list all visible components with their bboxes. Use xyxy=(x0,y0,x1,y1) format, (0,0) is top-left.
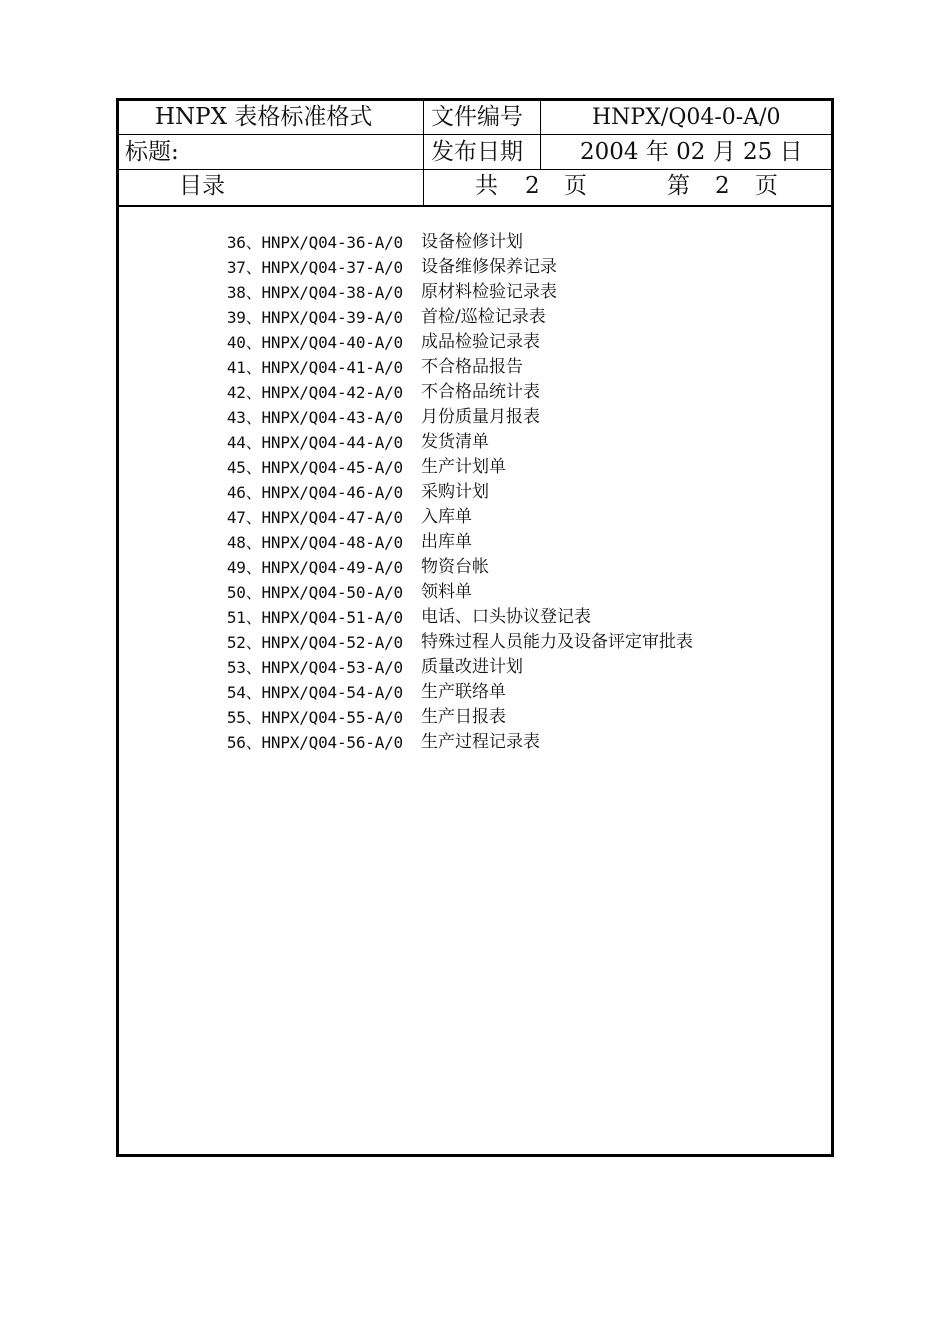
toc-entry-code: 53、HNPX/Q04-53-A/0 xyxy=(226,658,403,677)
total-pages-label: 共 xyxy=(475,173,498,199)
toc-entry-code: 45、HNPX/Q04-45-A/0 xyxy=(226,458,403,477)
current-page-label: 第 xyxy=(667,173,690,199)
header-divider-1 xyxy=(119,134,831,135)
form-title: HNPX 表格标准格式 xyxy=(155,104,373,130)
toc-entry xyxy=(201,455,693,480)
toc-entry-name: 生产日报表 xyxy=(421,707,506,727)
date-label: 发布日期 xyxy=(431,139,523,165)
toc-entry-name: 特殊过程人员能力及设备评定审批表 xyxy=(421,632,693,652)
toc-entry xyxy=(201,405,693,430)
toc-entry-name: 发货清单 xyxy=(421,432,489,452)
toc-entry xyxy=(201,605,693,630)
toc-entry-code: 56、HNPX/Q04-56-A/0 xyxy=(226,733,403,752)
toc-entry-name: 设备检修计划 xyxy=(421,232,523,252)
toc-entry-code: 40、HNPX/Q04-40-A/0 xyxy=(226,333,403,352)
toc-entry xyxy=(201,630,693,655)
toc-entry-code: 55、HNPX/Q04-55-A/0 xyxy=(226,708,403,727)
current-page-value: 2 xyxy=(715,173,730,199)
form-frame xyxy=(116,98,834,1157)
toc-entry xyxy=(201,480,693,505)
toc-entry-name: 物资台帐 xyxy=(421,557,489,577)
toc-entry-code: 50、HNPX/Q04-50-A/0 xyxy=(226,583,403,602)
toc-entry-code: 36、HNPX/Q04-36-A/0 xyxy=(226,233,403,252)
toc-entry-gap xyxy=(403,330,421,355)
toc-entry-name: 设备维修保养记录 xyxy=(421,257,557,277)
toc-entry xyxy=(201,580,693,605)
toc-entry xyxy=(201,280,693,305)
toc-entry-code: 41、HNPX/Q04-41-A/0 xyxy=(226,358,403,377)
toc-entry-gap xyxy=(403,530,421,555)
toc-entry xyxy=(201,330,693,355)
toc-entry-code: 39、HNPX/Q04-39-A/0 xyxy=(226,308,403,327)
toc-entry-code: 44、HNPX/Q04-44-A/0 xyxy=(226,433,403,452)
subject-label: 标题: xyxy=(125,139,179,165)
toc-entry-gap xyxy=(403,230,421,255)
page-unit-2: 页 xyxy=(755,173,778,199)
toc-entry-gap xyxy=(403,580,421,605)
toc-entry-code: 51、HNPX/Q04-51-A/0 xyxy=(226,608,403,627)
form-header xyxy=(119,101,831,207)
toc-entry-name: 采购计划 xyxy=(421,482,489,502)
toc-entry-code: 37、HNPX/Q04-37-A/0 xyxy=(226,258,403,277)
toc-entry-code: 46、HNPX/Q04-46-A/0 xyxy=(226,483,403,502)
toc-entry-code: 47、HNPX/Q04-47-A/0 xyxy=(226,508,403,527)
toc-entry xyxy=(201,730,693,755)
toc-entry xyxy=(201,305,693,330)
toc-entry-code: 38、HNPX/Q04-38-A/0 xyxy=(226,283,403,302)
toc-entry-name: 不合格品报告 xyxy=(421,357,523,377)
toc-entry-gap xyxy=(403,455,421,480)
toc-entry-gap xyxy=(403,430,421,455)
toc-entry-name: 生产联络单 xyxy=(421,682,506,702)
toc-entry-name: 生产计划单 xyxy=(421,457,506,477)
toc-entry-code: 54、HNPX/Q04-54-A/0 xyxy=(226,683,403,702)
toc-entry-gap xyxy=(403,380,421,405)
toc-entry xyxy=(201,355,693,380)
toc-entry-code: 49、HNPX/Q04-49-A/0 xyxy=(226,558,403,577)
toc-entry-name: 不合格品统计表 xyxy=(421,382,540,402)
toc-entry-code: 48、HNPX/Q04-48-A/0 xyxy=(226,533,403,552)
toc-entry-gap xyxy=(403,280,421,305)
toc-entry xyxy=(201,655,693,680)
toc-entry-code: 43、HNPX/Q04-43-A/0 xyxy=(226,408,403,427)
toc-entry-name: 出库单 xyxy=(421,532,472,552)
toc-entry-name: 生产过程记录表 xyxy=(421,732,540,752)
total-pages-value: 2 xyxy=(525,173,540,199)
toc-entry-name: 电话、口头协议登记表 xyxy=(421,607,591,627)
toc-entry-gap xyxy=(403,630,421,655)
toc-entry-name: 质量改进计划 xyxy=(421,657,523,677)
header-col-divider-1 xyxy=(423,101,424,205)
header-col-divider-2 xyxy=(540,101,541,169)
toc-entry-gap xyxy=(403,355,421,380)
toc-entry-gap xyxy=(403,605,421,630)
date-value: 2004 年 02 月 25 日 xyxy=(580,139,803,165)
doc-number-value: HNPX/Q04-0-A/0 xyxy=(592,105,781,130)
toc-entry xyxy=(201,705,693,730)
toc-entry-gap xyxy=(403,255,421,280)
toc-entry-gap xyxy=(403,705,421,730)
toc-entry-code: 42、HNPX/Q04-42-A/0 xyxy=(226,383,403,402)
toc-entry xyxy=(201,555,693,580)
toc-entry-name: 原材料检验记录表 xyxy=(421,282,557,302)
toc-entry xyxy=(201,230,693,255)
toc-entry xyxy=(201,430,693,455)
page-unit-1: 页 xyxy=(564,173,587,199)
doc-number-label: 文件编号 xyxy=(431,104,523,130)
toc-entry-gap xyxy=(403,480,421,505)
toc-entry-gap xyxy=(403,730,421,755)
toc-entry-gap xyxy=(403,555,421,580)
toc-entry xyxy=(201,680,693,705)
toc-entry-name: 月份质量月报表 xyxy=(421,407,540,427)
toc-entry-name: 领料单 xyxy=(421,582,472,602)
subject-value: 目录 xyxy=(179,173,225,199)
toc-entry xyxy=(201,255,693,280)
toc-list xyxy=(201,230,693,755)
toc-entry-gap xyxy=(403,305,421,330)
toc-entry-name: 成品检验记录表 xyxy=(421,332,540,352)
toc-entry-code: 52、HNPX/Q04-52-A/0 xyxy=(226,633,403,652)
toc-entry-gap xyxy=(403,405,421,430)
toc-entry-name: 入库单 xyxy=(421,507,472,527)
toc-entry xyxy=(201,505,693,530)
toc-entry-name: 首检/巡检记录表 xyxy=(421,307,546,327)
toc-entry-gap xyxy=(403,505,421,530)
toc-entry xyxy=(201,380,693,405)
toc-entry-gap xyxy=(403,680,421,705)
toc-entry xyxy=(201,530,693,555)
toc-entry-gap xyxy=(403,655,421,680)
